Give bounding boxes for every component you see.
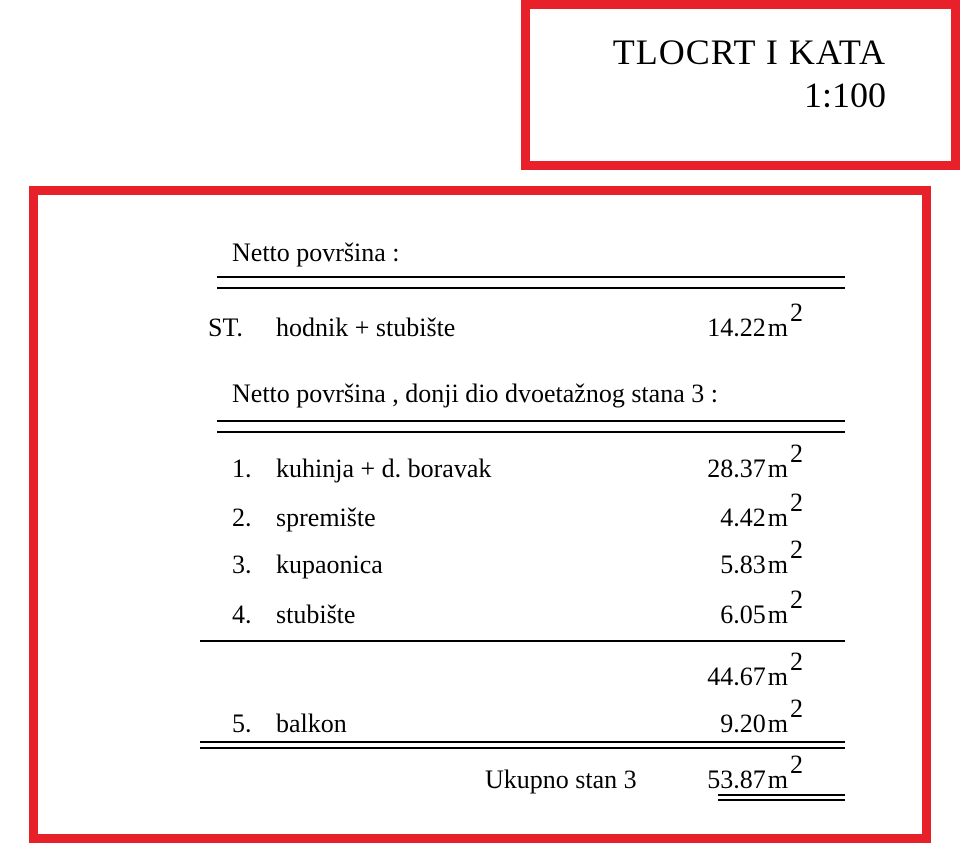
total-underline: [718, 794, 845, 796]
total-label: Ukupno stan 3: [485, 765, 637, 794]
row-area: 9.20m2: [720, 694, 803, 738]
total-underline: [718, 799, 845, 801]
row-label: kuhinja + d. boravak: [276, 454, 492, 483]
divider: [217, 276, 845, 278]
row-area: 28.37m2: [707, 439, 803, 483]
row-label: spremište: [276, 503, 376, 532]
row-number: ST.: [208, 313, 243, 342]
row-label: balkon: [276, 709, 347, 738]
divider: [217, 431, 845, 433]
section-header-lower-floor: Netto površina , donji dio dvoetažnog stana 3 :: [232, 379, 718, 408]
row-area: 14.22m2: [707, 298, 803, 342]
total-divider: [200, 747, 845, 749]
drawing-scale: 1:100: [803, 75, 886, 115]
row-number: 2.: [232, 503, 252, 532]
row-number: 3.: [232, 550, 252, 579]
title-box: [521, 0, 960, 170]
row-label: kupaonica: [276, 550, 383, 579]
row-area: 6.05m2: [720, 585, 803, 629]
row-area: 5.83m2: [720, 535, 803, 579]
divider: [217, 420, 845, 422]
row-number: 4.: [232, 600, 252, 629]
row-label: hodnik + stubište: [276, 313, 456, 342]
row-number: 1.: [232, 454, 252, 483]
subtotal-divider: [200, 640, 845, 642]
row-label: stubište: [276, 600, 356, 629]
section-header-netto: Netto površina :: [232, 238, 400, 267]
row-number: 5.: [232, 709, 252, 738]
drawing-title: TLOCRT I KATA: [612, 32, 886, 72]
divider: [217, 287, 845, 289]
total-divider: [200, 741, 845, 743]
total-area: 53.87m2: [707, 750, 803, 794]
subtotal-area: 44.67m2: [707, 647, 803, 691]
row-area: 4.42m2: [720, 488, 803, 532]
